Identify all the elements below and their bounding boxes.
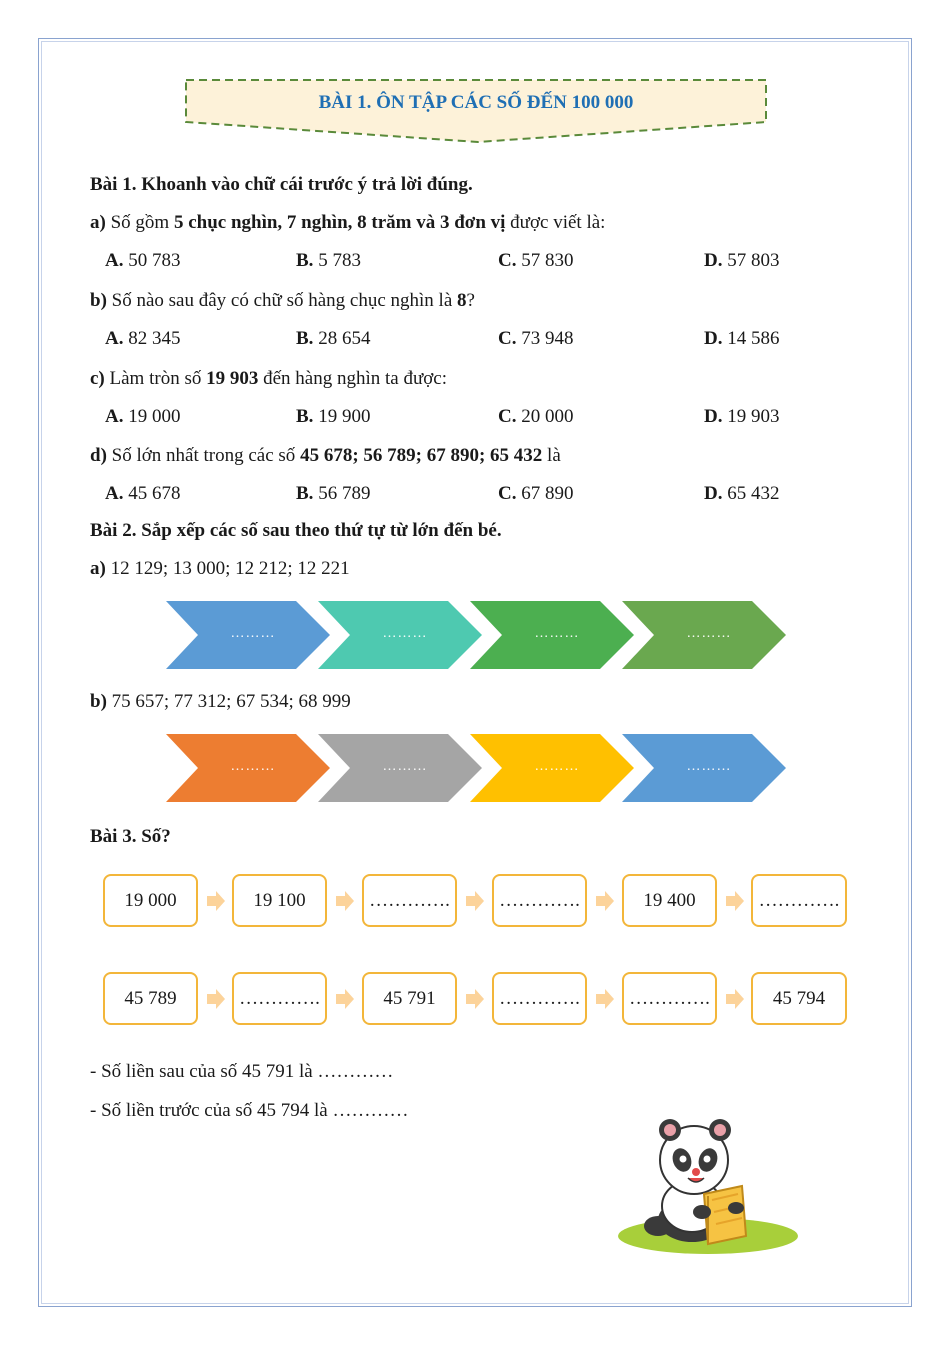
right-arrow-icon [207,891,225,911]
right-arrow-icon [726,891,744,911]
answer-option[interactable]: D. 14 586 [704,328,780,349]
right-arrow-icon [596,989,614,1009]
answer-option[interactable]: B. 5 783 [296,250,361,271]
ex2-a-line: a) 12 129; 13 000; 12 212; 12 221 [90,558,350,579]
order-blank[interactable]: ……… [534,626,580,641]
sequence-box[interactable]: 45 791 [362,972,457,1025]
right-arrow-icon [596,891,614,911]
order-blank[interactable]: ……… [230,626,276,641]
order-blank[interactable]: ……… [230,759,276,774]
ex3-line-1: - Số liền sau của số 45 791 là ………… [90,1061,394,1082]
right-arrow-icon [466,891,484,911]
right-arrow-icon [726,989,744,1009]
order-blank[interactable]: ……… [382,626,428,641]
sequence-box[interactable]: …………. [232,972,327,1025]
panda-reading-illustration [612,1108,802,1256]
ex3-heading: Bài 3. Số? [90,826,171,847]
sequence-box[interactable]: 19 100 [232,874,327,927]
answer-option[interactable]: B. 56 789 [296,483,371,504]
answer-option[interactable]: D. 19 903 [704,406,780,427]
ex3-line-2: - Số liền trước của số 45 794 là ………… [90,1100,409,1121]
ex2-heading: Bài 2. Sắp xếp các số sau theo thứ tự từ lớn đến bé. [90,520,502,541]
ex1-question-c: c) Làm tròn số 19 903 đến hàng nghìn ta được: [90,368,448,389]
sequence-box[interactable]: 19 000 [103,874,198,927]
right-arrow-icon [207,989,225,1009]
answer-option[interactable]: C. 67 890 [498,483,574,504]
sequence-box[interactable]: …………. [492,874,587,927]
answer-option[interactable]: B. 28 654 [296,328,371,349]
right-arrow-icon [466,989,484,1009]
right-arrow-icon [336,891,354,911]
sequence-box[interactable]: 45 794 [751,972,847,1025]
order-blank[interactable]: ……… [534,759,580,774]
order-blank[interactable]: ……… [686,759,732,774]
page-title: BÀI 1. ÔN TẬP CÁC SỐ ĐẾN 100 000 [318,92,634,113]
sequence-box[interactable]: 45 789 [103,972,198,1025]
answer-option[interactable]: A. 50 783 [105,250,181,271]
answer-option[interactable]: C. 73 948 [498,328,574,349]
order-blank[interactable]: ……… [686,626,732,641]
ex1-question-b: b) Số nào sau đây có chữ số hàng chục nghìn là 8? [90,290,475,311]
ex1-question-a: a) Số gồm 5 chục nghìn, 7 nghìn, 8 trăm và 3 đơn vị được viết là: [90,212,606,233]
ex1-question-d: d) Số lớn nhất trong các số 45 678; 56 789; 67 890; 65 432 là [90,445,561,466]
ex1-heading: Bài 1. Khoanh vào chữ cái trước ý trả lời đúng. [90,174,473,195]
sequence-box[interactable]: …………. [492,972,587,1025]
answer-option[interactable]: D. 57 803 [704,250,780,271]
answer-option[interactable]: C. 20 000 [498,406,574,427]
sequence-box[interactable]: …………. [362,874,457,927]
sequence-box[interactable]: …………. [622,972,717,1025]
order-blank[interactable]: ……… [382,759,428,774]
sequence-box[interactable]: 19 400 [622,874,717,927]
answer-option[interactable]: D. 65 432 [704,483,780,504]
answer-option[interactable]: B. 19 900 [296,406,371,427]
answer-option[interactable]: C. 57 830 [498,250,574,271]
answer-option[interactable]: A. 82 345 [105,328,181,349]
answer-option[interactable]: A. 19 000 [105,406,181,427]
sequence-box[interactable]: …………. [751,874,847,927]
answer-option[interactable]: A. 45 678 [105,483,181,504]
ex2-b-line: b) 75 657; 77 312; 67 534; 68 999 [90,691,351,712]
right-arrow-icon [336,989,354,1009]
